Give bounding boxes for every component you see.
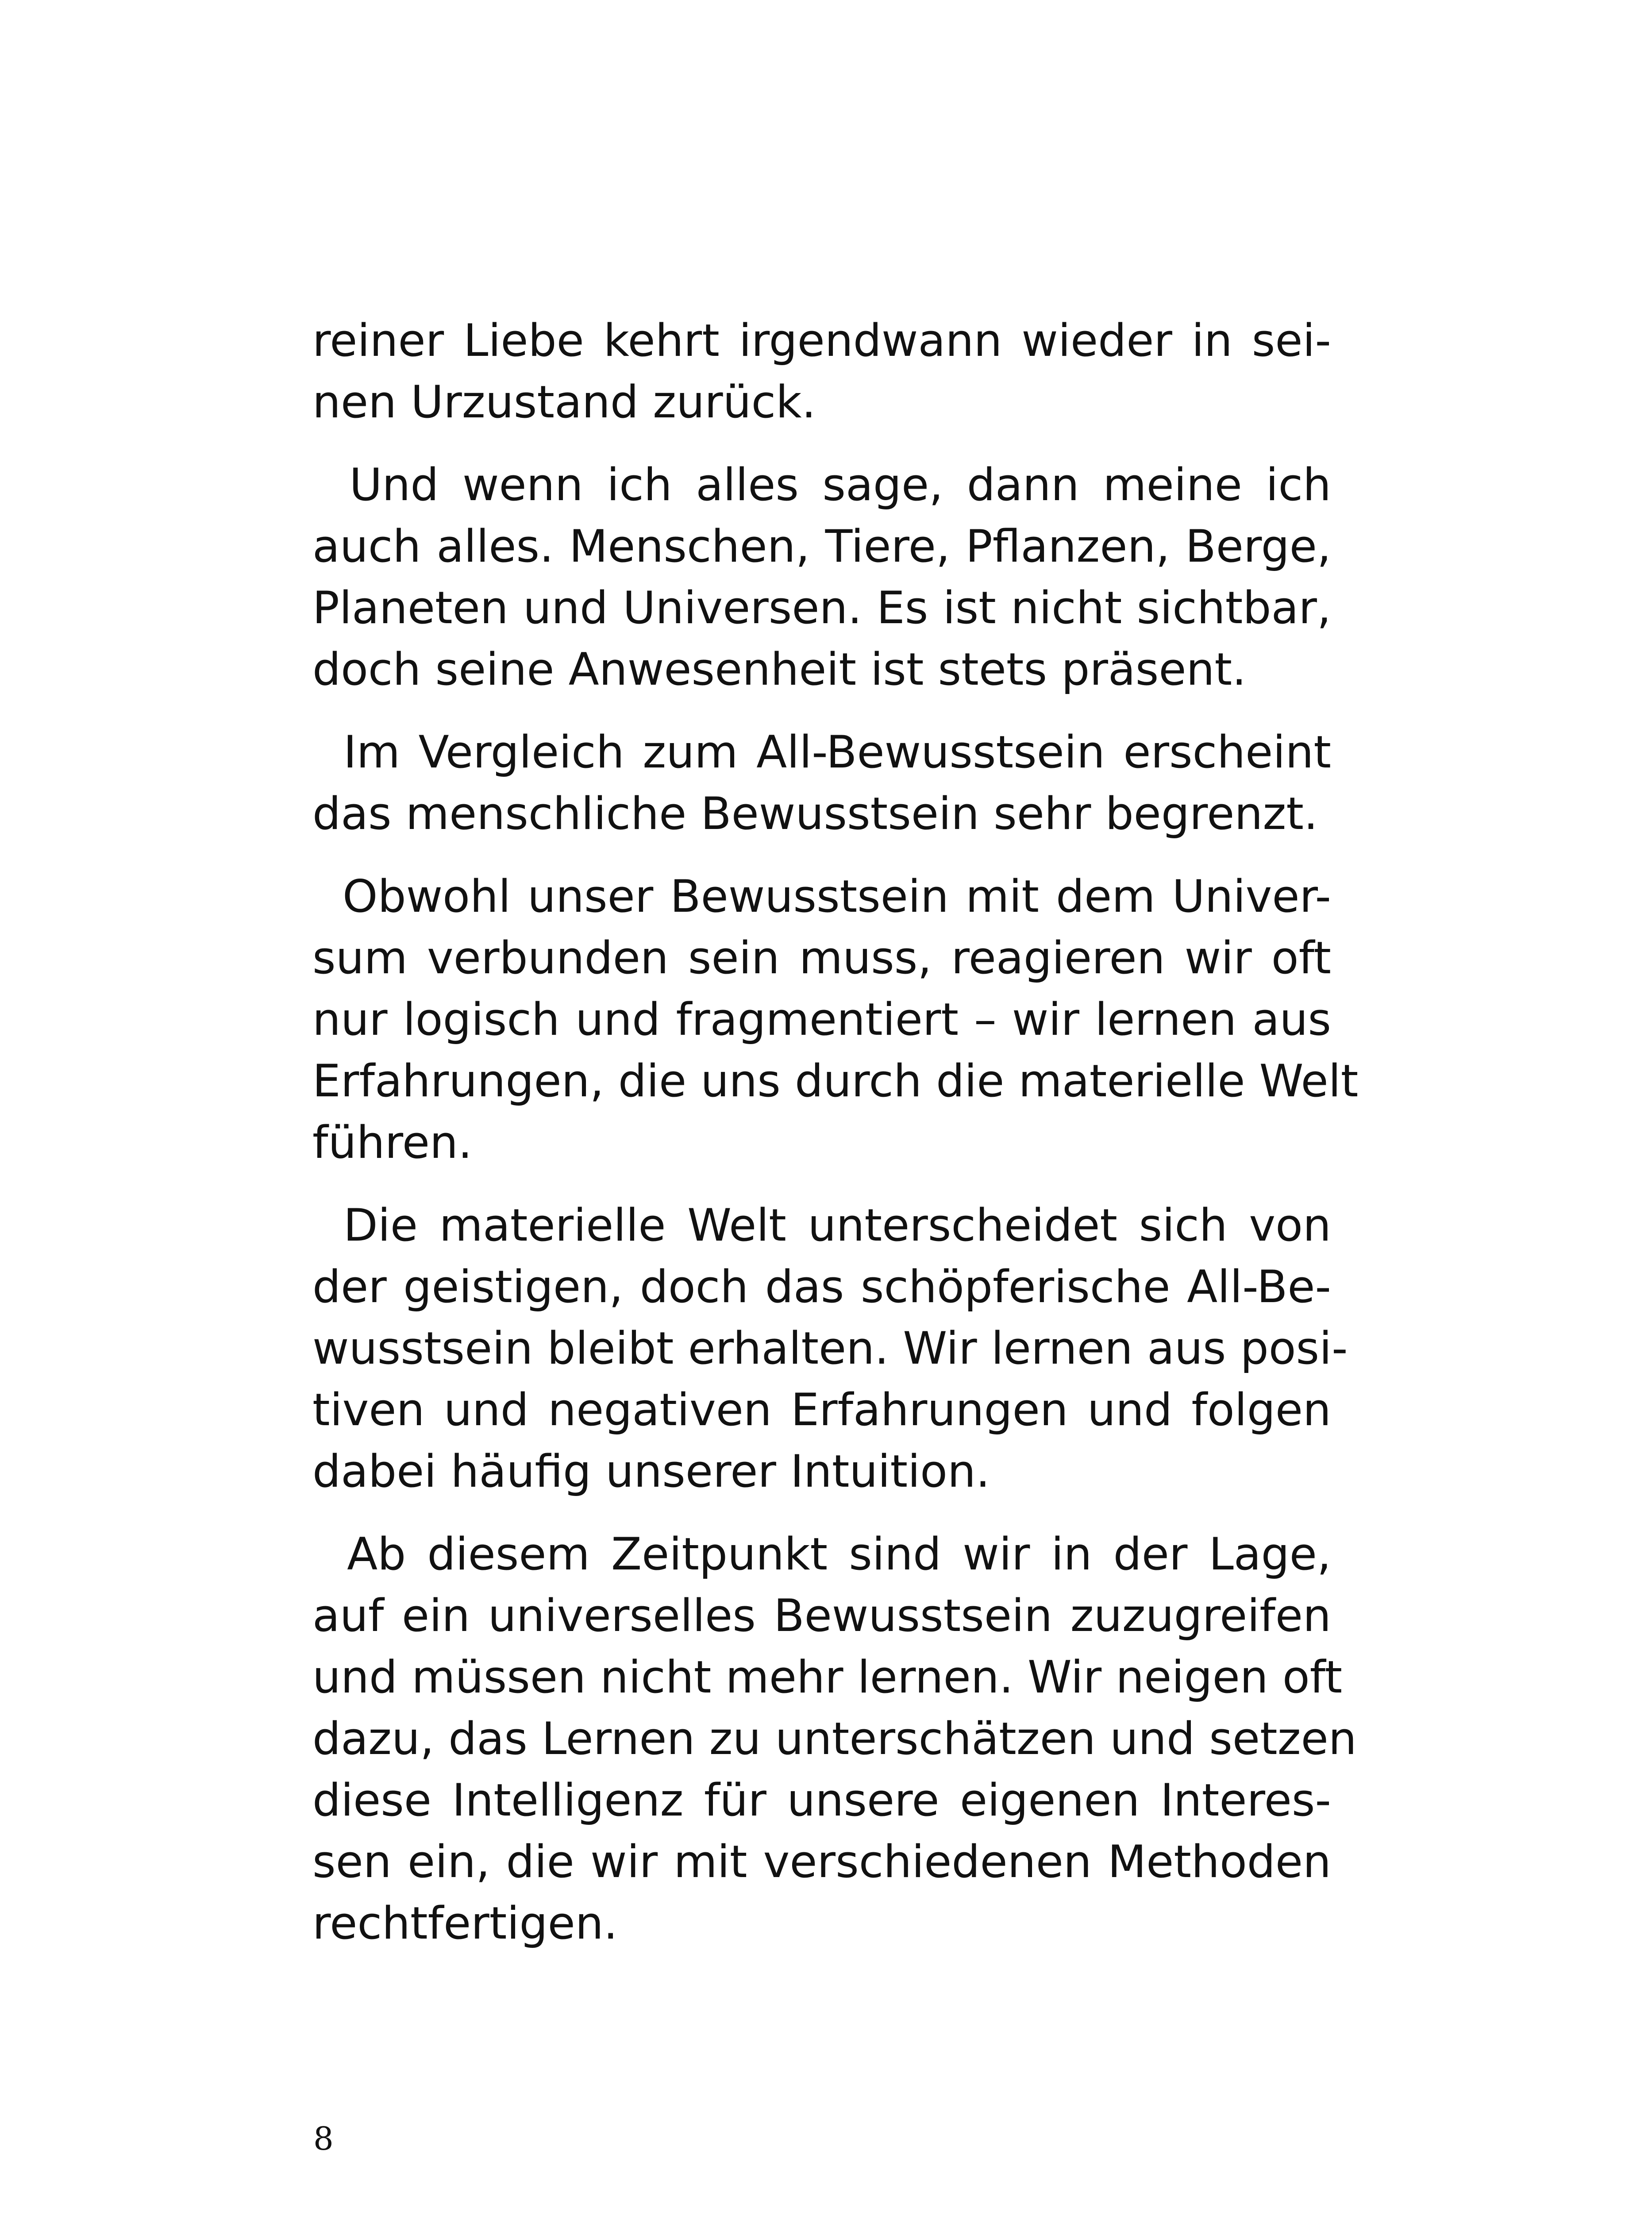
text-line: und müssen nicht mehr lernen. Wir neigen oft — [312, 1651, 1343, 1703]
text-line: Und wenn ich alles sage, dann meine ich — [326, 459, 1331, 511]
text-line: der geistigen, doch das schöpferische All-Be- — [312, 1261, 1331, 1313]
text-line: dabei häufig unserer Intuition. — [312, 1445, 990, 1497]
text-line: dazu, das Lernen zu unterschätzen und setzen — [312, 1712, 1357, 1765]
body-text — [312, 310, 1359, 1975]
text-line: sen ein, die wir mit verschiedenen Methoden — [312, 1835, 1331, 1888]
text-line: doch seine Anwesenheit ist stets präsent. — [312, 643, 1247, 695]
text-line: rechtfertigen. — [312, 1897, 618, 1949]
text-line: Im Vergleich zum All-Bewusstsein erscheint — [343, 726, 1331, 778]
text-line: reiner Liebe kehrt irgendwann wieder in sei- — [312, 314, 1331, 366]
paragraph-3 — [312, 721, 1331, 844]
paragraph-4 — [312, 866, 1359, 1173]
text-line: sum verbunden sein muss, reagieren wir oft — [312, 932, 1331, 984]
text-line: wusstsein bleibt erhalten. Wir lernen aus posi- — [312, 1322, 1348, 1374]
text-line: Planeten und Universen. Es ist nicht sichtbar, — [312, 582, 1331, 634]
text-line: Ab diesem Zeitpunkt sind wir in der Lage, — [326, 1528, 1331, 1580]
paragraph-2 — [312, 454, 1331, 700]
text-line: tiven und negativen Erfahrungen und folgen — [312, 1384, 1331, 1436]
paragraph-5 — [312, 1195, 1348, 1502]
page-number: 8 — [313, 2120, 334, 2157]
text-line: auf ein universelles Bewusstsein zuzugreifen — [312, 1589, 1331, 1642]
text-line: nen Urzustand zurück. — [312, 376, 816, 428]
text-line: diese Intelligenz für unsere eigenen Interes- — [312, 1774, 1331, 1826]
text-line: nur logisch und fragmentiert – wir lernen aus — [312, 993, 1331, 1045]
text-line: Die materielle Welt unterscheidet sich von — [343, 1199, 1331, 1251]
text-line: Erfahrungen, die uns durch die materielle Welt — [312, 1055, 1359, 1107]
text-line: führen. — [312, 1116, 473, 1168]
text-line: auch alles. Menschen, Tiere, Pflanzen, Berge, — [312, 520, 1331, 572]
text-line: das menschliche Bewusstsein sehr begrenzt. — [312, 787, 1318, 840]
paragraph-6 — [312, 1523, 1357, 1954]
paragraph-1 — [312, 310, 1331, 433]
text-line: Obwohl unser Bewusstsein mit dem Univer- — [326, 870, 1331, 922]
